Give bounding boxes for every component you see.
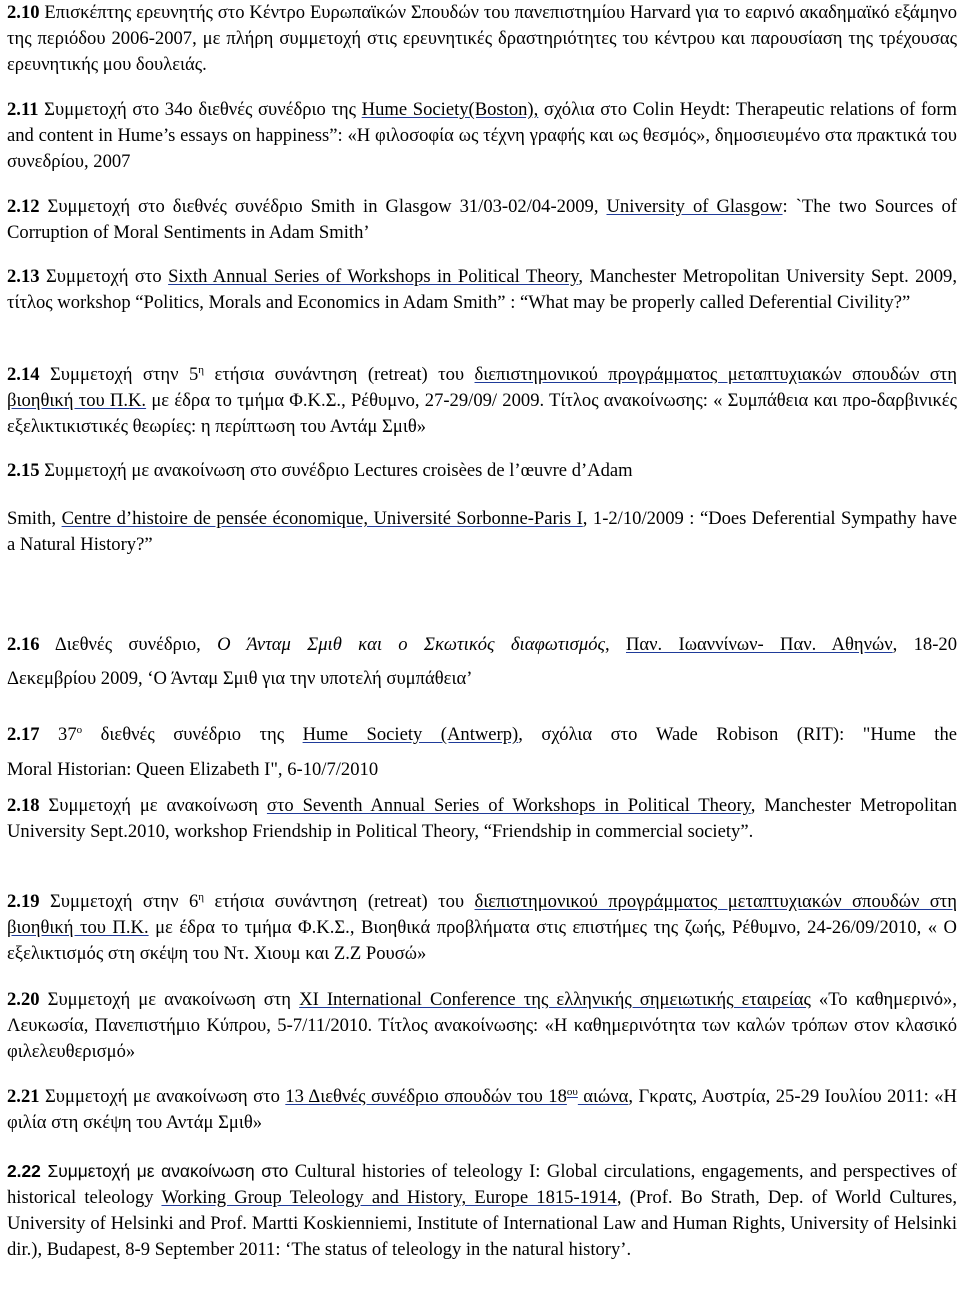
entry-2-20 xyxy=(7,987,957,1065)
entry-number: 2.14 xyxy=(7,364,40,385)
conference-link[interactable]: XI International Conference της ελληνικής σημειωτικής εταιρείας xyxy=(299,989,811,1010)
entry-2-18 xyxy=(7,793,957,845)
entry-text: , Manchester Metropolitan University Sept. 2009, τίτλος workshop “Politics, Morals and Economics in Adam Smith” : “What may be properly called Deferential Civility?” xyxy=(7,266,957,313)
entry-2-17-cont xyxy=(7,757,957,783)
entry-number: 2.22 xyxy=(7,1161,41,1181)
entry-text: Συμμετοχή με ανακοίνωση στη xyxy=(39,989,300,1010)
entry-text: , 1-2/10/2009 : “Does Deferential Sympathy have a Natural History?” xyxy=(7,508,957,555)
entry-text: με έδρα το τμήμα Φ.Κ.Σ., Ρέθυμνο, 27-29/09/ 2009. Τίτλος ανακοίνωσης: « Συμπάθεια και προ-δαρβινικές εξελικτικιστικές θεωρίες: η περίπτωση του Αντάμ Σμιθ» xyxy=(7,390,957,437)
conference-link[interactable]: Sixth Annual Series of Workshops in Political Theory xyxy=(168,266,579,287)
entry-number: 2.17 xyxy=(7,724,40,745)
entry-text: «Το καθημερινό», Λευκωσία, Πανεπιστήμιο Κύπρου, 5-7/11/2010. Τίτλος ανακοίνωσης: «Η καθημερινότητα των καλών τρόπων στον κλασικό φιλελευθερισμό» xyxy=(7,989,957,1062)
entry-text: , Γκρατς, Αυστρία, 25-29 Ιουλίου 2011: «Η φιλία στη σκέψη του Αντάμ Σμιθ» xyxy=(7,1086,957,1133)
program-link[interactable]: διεπιστημονικού προγράμματος μεταπτυχιακών σπουδών στη βιοηθική του Π.Κ. xyxy=(7,891,957,938)
entry-text: Συμμετοχή στο διεθνές συνέδριο Smith in Glasgow 31/03-02/04-2009, xyxy=(39,196,607,217)
entry-text: , σχόλια στο Wade Robison (RIT): "Hume the xyxy=(518,724,958,745)
entry-text: , 18-20 xyxy=(892,634,958,655)
entry-text: ετήσια συνάντηση (retreat) του xyxy=(204,891,475,912)
working-group-link[interactable]: Working Group Teleology and History, Europe 1815-1914 xyxy=(161,1187,617,1208)
entry-text: , Budapest, 8-9 September 2011: ‘The status of teleology in the natural history’. xyxy=(37,1239,632,1260)
entry-text: Συμμετοχή στην 6 xyxy=(39,891,199,912)
entry-text: Δεκεμβρίου 2009, ‘Ο Άνταμ Σμιθ για την υποτελή συμπάθεια’ xyxy=(7,668,473,689)
entry-2-11 xyxy=(7,97,957,175)
entry-2-15-cont xyxy=(7,506,957,558)
entry-text: , xyxy=(605,634,626,655)
entry-text: διεθνές συνέδριο της xyxy=(82,724,303,745)
superscript: η xyxy=(198,890,205,903)
entry-2-15 xyxy=(7,458,957,484)
entry-text: Διεθνές συνέδριο, xyxy=(39,634,218,655)
entry-2-19 xyxy=(7,889,957,967)
superscript: ου xyxy=(566,1085,578,1098)
entry-2-17 xyxy=(7,722,957,748)
entry-text: , (Prof. Bo Strath, Dep. of World Cultures, University of Helsinki and Prof. Martti Koskienniemi, Institute of International Law and Human Rights, University of Helsinki dir.) xyxy=(7,1187,957,1260)
entry-text: , Manchester Metropolitan University Sept.2010, workshop Friendship in Political Theory, “Friendship in commercial society”. xyxy=(7,795,958,842)
entry-text: Συμμετοχή στο 34ο διεθνές συνέδριο της xyxy=(38,99,362,120)
entry-text: Συμμετοχή με ανακοίνωση στο xyxy=(39,1086,286,1107)
entry-2-10 xyxy=(7,0,957,78)
entry-number: 2.13 xyxy=(7,266,40,287)
entry-number: 2.16 xyxy=(7,634,40,655)
workshop-link[interactable]: στο Seventh Annual Series of Workshops in Political Theory xyxy=(266,795,751,816)
entry-text: Smith, xyxy=(7,508,62,529)
entry-number: 2.20 xyxy=(7,989,40,1010)
conference-link[interactable]: Hume Society (Antwerp) xyxy=(302,724,519,745)
entry-2-12 xyxy=(7,194,957,246)
entry-text: ετήσια συνάντηση (retreat) του xyxy=(204,364,475,385)
entry-text: Cultural histories of teleology I xyxy=(288,1161,536,1182)
entry-2-14 xyxy=(7,362,957,440)
conference-link[interactable]: Centre d’histoire de pensée économique, Université Sorbonne-Paris I xyxy=(61,508,583,529)
entry-number: 2.15 xyxy=(7,460,40,481)
superscript: η xyxy=(198,363,205,376)
entry-text: : Global circulations, engagements, and perspectives of historical teleology xyxy=(7,1161,957,1208)
entry-title-italic: Ο Άνταμ Σμιθ και ο Σκωτικός διαφωτισμός xyxy=(217,634,606,655)
university-link[interactable]: Παν. Ιωαννίνων- Παν. Αθηνών xyxy=(625,634,893,655)
entry-text: με έδρα το τμήμα Φ.Κ.Σ., Βιοηθικά προβλήματα στις επιστήμες της ζωής, Ρέθυμνο, 24-26/09/2010, « Ο εξελικτισμός στη σκέψη του Ντ. Χιουμ και Ζ.Ζ Ρουσώ» xyxy=(7,917,957,964)
entry-2-16 xyxy=(7,632,957,658)
entry-text: : `The two Sources of Corruption of Moral Sentiments in Adam Smith’ xyxy=(7,196,957,243)
entry-2-21 xyxy=(7,1084,957,1136)
entry-text: Moral Historian: Queen Elizabeth I", 6-10/7/2010 xyxy=(7,759,379,780)
conference-link[interactable]: Hume Society(Boston), xyxy=(361,99,539,120)
entry-text: Συμμετοχή στο xyxy=(39,266,169,287)
entry-text: 37 xyxy=(39,724,77,745)
entry-number: 2.19 xyxy=(7,891,40,912)
entry-text: Συμμετοχή με ανακοίνωση στο συνέδριο Lectures croisèes de l’œuvre d’Adam xyxy=(39,460,633,481)
entry-2-13 xyxy=(7,264,957,316)
entry-number: 2.10 xyxy=(7,2,40,23)
conference-link[interactable]: 13 Διεθνές συνέδριο σπουδών του 18 xyxy=(285,1086,567,1107)
entry-2-16-cont xyxy=(7,666,957,692)
entry-text: Συμμετοχή στην 5 xyxy=(39,364,199,385)
entry-number: 2.21 xyxy=(7,1086,40,1107)
superscript: ο xyxy=(76,723,83,736)
entry-text: σχόλια στο Colin Heydt: Therapeutic relations of form and content in Hume’s essays on happiness”: «Η φιλοσοφία ως τέχνη γραφής και ως θεσμός», δημοσιευμένο στα πρακτικά του συνεδρίου, 2007 xyxy=(7,99,957,172)
entry-text: Συμμετοχή με ανακοίνωση στο xyxy=(40,1161,289,1181)
entry-number: 2.12 xyxy=(7,196,40,217)
entry-number: 2.18 xyxy=(7,795,40,816)
program-link[interactable]: διεπιστημονικού προγράμματος μεταπτυχιακών σπουδών στη βιοηθική του Π.Κ. xyxy=(7,364,957,411)
entry-number: 2.11 xyxy=(7,99,39,120)
entry-text: Συμμετοχή με ανακοίνωση xyxy=(39,795,267,816)
conference-link[interactable]: University of Glasgow xyxy=(606,196,783,217)
entry-text: Επισκέπτης ερευνητής στο Κέντρο Ευρωπαϊκών Σπουδών του πανεπιστημίου Harvard για το εαρινό ακαδημαϊκό εξάμηνο της περιόδου 2006-2007, με πλήρη συμμετοχή στις ερευνητικές δραστηριότητες του κέντρου και παρουσίαση της τρέχουσας ερευνητικής μου δουλειάς. xyxy=(7,2,957,75)
conference-link-end[interactable]: αιώνα xyxy=(577,1086,629,1107)
entry-2-22 xyxy=(7,1158,957,1263)
